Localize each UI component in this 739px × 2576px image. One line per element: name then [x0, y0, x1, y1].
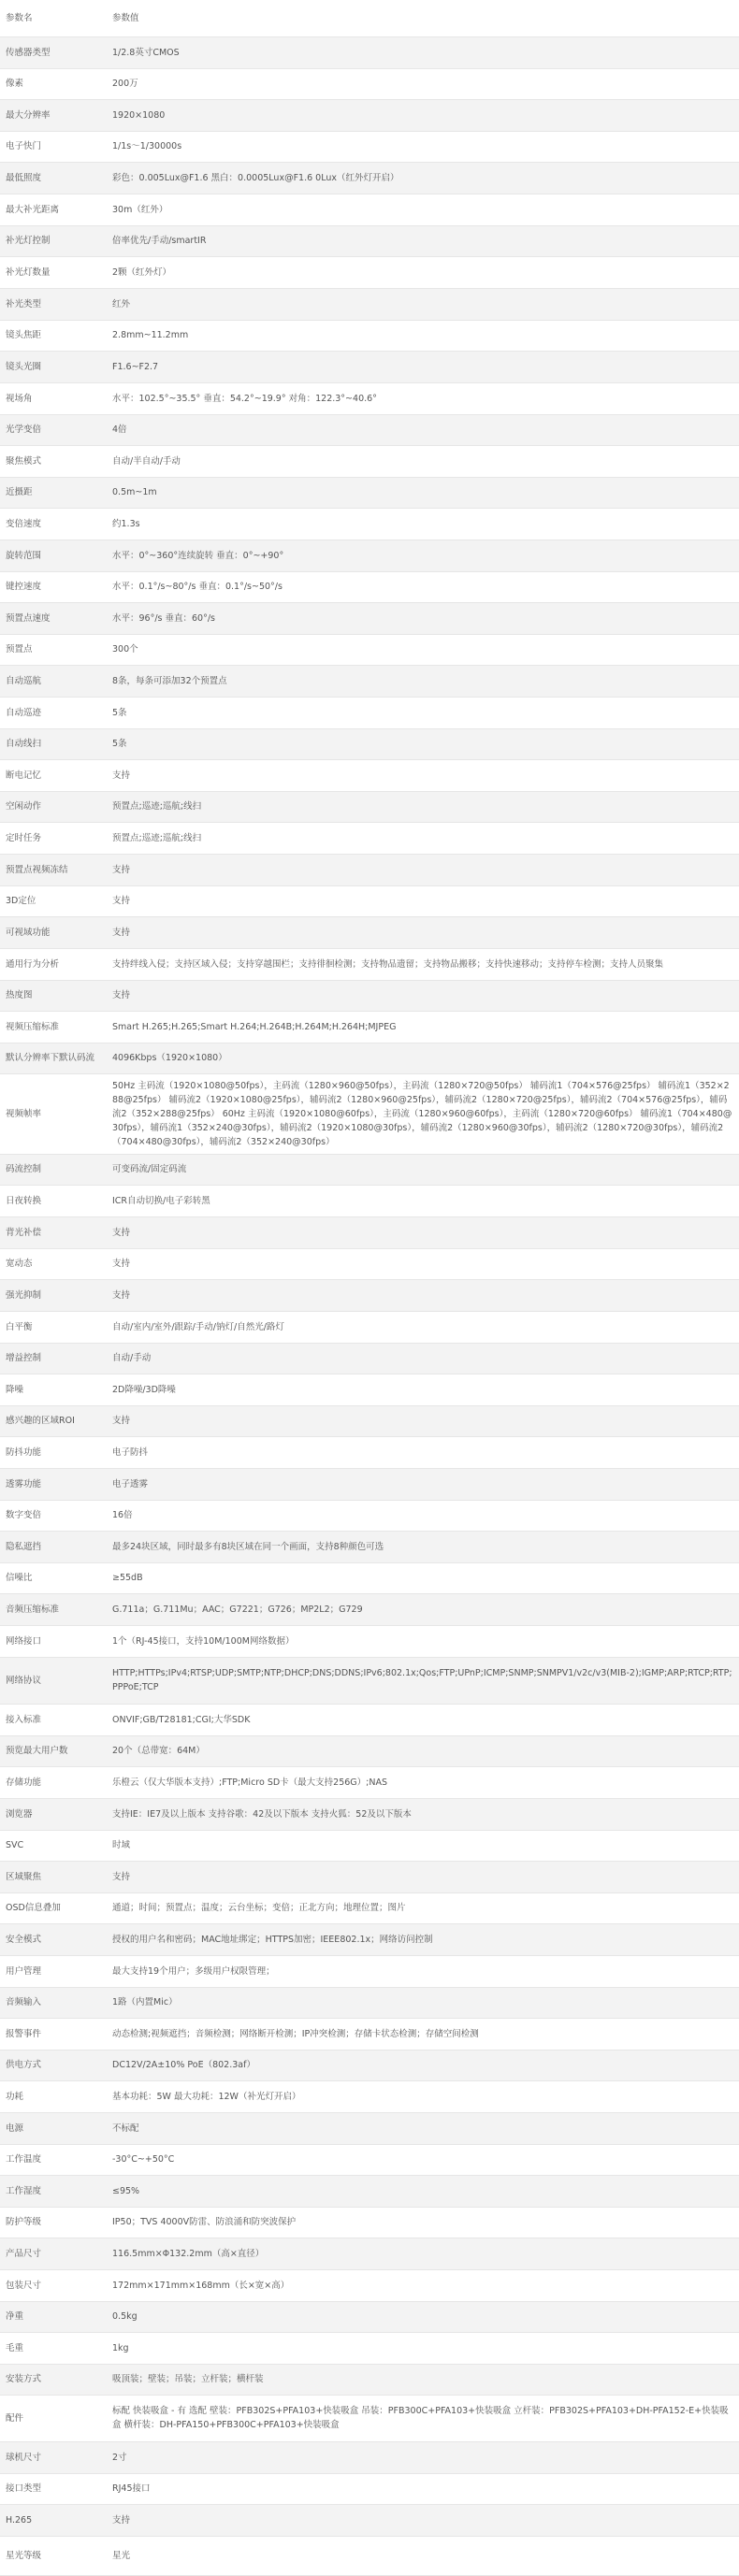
- spec-name-cell: 变倍速度: [0, 508, 107, 540]
- spec-name-cell: 可视域功能: [0, 916, 107, 948]
- spec-name-cell: 防护等级: [0, 2207, 107, 2238]
- spec-value-cell: 2寸: [107, 2441, 739, 2473]
- spec-name-cell: 视场角: [0, 382, 107, 414]
- spec-row: [0, 1766, 739, 1798]
- spec-name-cell: 网络协议: [0, 1657, 107, 1704]
- spec-value-cell: 支持: [107, 1279, 739, 1311]
- spec-value-cell: HTTP;HTTPs;IPv4;RTSP;UDP;SMTP;NTP;DHCP;DNS;DDNS;IPv6;802.1x;Qos;FTP;UPnP;ICMP;SNMP;SNMPV1/v2c/v3(MIB-2);IGMP;ARP;RTCP;RTP;PPPoE;TCP: [107, 1657, 739, 1704]
- spec-row: [0, 697, 739, 728]
- spec-row: [0, 2050, 739, 2080]
- spec-value-cell: 2.8mm~11.2mm: [107, 320, 739, 351]
- spec-name-cell: 接入标准: [0, 1704, 107, 1735]
- spec-value-cell: 吸顶装；壁装；吊装；立杆装；横杆装: [107, 2364, 739, 2395]
- spec-value-cell: 水平：0°~360°连续旋转 垂直：0°~+90°: [107, 540, 739, 571]
- spec-name-cell: 断电记忆: [0, 759, 107, 791]
- spec-name-cell: 补光灯数量: [0, 256, 107, 288]
- spec-value-cell: 172mm×171mm×168mm（长×宽×高）: [107, 2269, 739, 2301]
- spec-name-cell: 球机尺寸: [0, 2441, 107, 2473]
- spec-row: [0, 759, 739, 791]
- spec-name-cell: H.265: [0, 2504, 107, 2536]
- spec-name-cell: 白平衡: [0, 1311, 107, 1343]
- spec-value-cell: F1.6~F2.7: [107, 351, 739, 382]
- spec-name-cell: 星光等级: [0, 2536, 107, 2575]
- spec-name-cell: 用户管理: [0, 1955, 107, 1987]
- spec-name-cell: 预置点: [0, 634, 107, 665]
- spec-row: [0, 885, 739, 916]
- spec-name-cell: 降噪: [0, 1374, 107, 1405]
- spec-row: [0, 36, 739, 68]
- spec-name-cell: 空闲动作: [0, 791, 107, 822]
- spec-row: [0, 2080, 739, 2112]
- spec-row: [0, 1500, 739, 1531]
- spec-name-cell: 预览最大用户数: [0, 1735, 107, 1766]
- spec-value-cell: 标配 快装吸盒 - 有 选配 壁装：PFB302S+PFA103+快装吸盒 吊装：PFB300C+PFA103+快装吸盒 立杆装：PFB302S+PFA103+DH-PFA152-E+快装吸盒 横杆装：DH-PFA150+PFB300C+PFA103+快装吸盒: [107, 2395, 739, 2441]
- spec-row: [0, 2301, 739, 2332]
- spec-row: [0, 1704, 739, 1735]
- spec-value-cell: 4倍: [107, 414, 739, 445]
- spec-name-cell: 补光灯控制: [0, 225, 107, 256]
- spec-row: [0, 162, 739, 194]
- spec-row: [0, 1735, 739, 1766]
- spec-name-cell: 背光补偿: [0, 1216, 107, 1248]
- spec-row: [0, 2018, 739, 2050]
- spec-name-cell: 透雾功能: [0, 1468, 107, 1500]
- spec-name-cell: 预置点视频冻结: [0, 854, 107, 885]
- spec-value-cell: 倍率优先/手动/smartIR: [107, 225, 739, 256]
- spec-value-cell: 支持: [107, 916, 739, 948]
- spec-name-cell: 宽动态: [0, 1248, 107, 1279]
- spec-name-cell: 功耗: [0, 2080, 107, 2112]
- spec-name-cell: 电子快门: [0, 131, 107, 162]
- spec-name-cell: 热度图: [0, 980, 107, 1011]
- spec-row: [0, 1830, 739, 1861]
- spec-row: [0, 1405, 739, 1436]
- spec-value-cell: 可变码流/固定码流: [107, 1154, 739, 1185]
- spec-name-cell: 浏览器: [0, 1798, 107, 1830]
- spec-row: [0, 445, 739, 477]
- spec-row: [0, 1531, 739, 1562]
- spec-value-cell: -30°C~+50°C: [107, 2144, 739, 2175]
- spec-name-cell: 日夜转换: [0, 1185, 107, 1216]
- spec-name-cell: 隐私遮挡: [0, 1531, 107, 1562]
- spec-name-cell: 自动巡迹: [0, 697, 107, 728]
- spec-value-cell: 自动/半自动/手动: [107, 445, 739, 477]
- spec-row: [0, 1861, 739, 1892]
- spec-row: [0, 791, 739, 822]
- spec-value-cell: RJ45接口: [107, 2473, 739, 2504]
- spec-name-cell: 包装尺寸: [0, 2269, 107, 2301]
- spec-name-cell: 近摄距: [0, 477, 107, 508]
- spec-row: [0, 980, 739, 1011]
- spec-name-cell: 镜头光圈: [0, 351, 107, 382]
- spec-name-cell: 净重: [0, 2301, 107, 2332]
- spec-name-cell: 接口类型: [0, 2473, 107, 2504]
- spec-value-cell: 5条: [107, 697, 739, 728]
- spec-name-cell: 预置点速度: [0, 602, 107, 634]
- spec-value-cell: 基本功耗：5W 最大功耗：12W（补光灯开启）: [107, 2080, 739, 2112]
- spec-value-cell: 1/1s～1/30000s: [107, 131, 739, 162]
- spec-value-cell: 50Hz 主码流（1920×1080@50fps），主码流（1280×960@50fps），主码流（1280×720@50fps） 辅码流1（704×576@25fps） 辅码流1（352×288@25fps） 辅码流2（1920×1080@25fps），辅码流2（1280×960@25fps），辅码流2（1280×720@25fps），辅码流2（704×576@25fps），辅码流2（352×288@25fps） 60Hz 主码流（1920×1080@60fps），主码流（1280×960@60fps），主码流（1280×720@60fps） 辅码流1（704×480@30fps），辅码流1（352×240@30fps），辅码流2（1920×1080@30fps），辅码流2（1280×960@30fps），辅码流2（1280×720@30fps），辅码流2（704×480@30fps），辅码流2（352×240@30fps）: [107, 1073, 739, 1154]
- spec-row: [0, 1279, 739, 1311]
- spec-value-cell: 参数值: [107, 0, 739, 36]
- spec-row: [0, 131, 739, 162]
- spec-name-cell: 防抖功能: [0, 1436, 107, 1468]
- spec-value-cell: 1/2.8英寸CMOS: [107, 36, 739, 68]
- spec-row: [0, 1955, 739, 1987]
- spec-row: [0, 2504, 739, 2536]
- spec-value-cell: 水平：0.1°/s~80°/s 垂直：0.1°/s~50°/s: [107, 571, 739, 602]
- spec-value-cell: 支持绊线入侵；支持区域入侵；支持穿越围栏；支持徘徊检测；支持物品遗留；支持物品搬移；支持快速移动；支持停车检测；支持人员聚集: [107, 948, 739, 980]
- spec-row: [0, 2332, 739, 2364]
- spec-row: [0, 1593, 739, 1625]
- spec-row: [0, 665, 739, 697]
- spec-row: [0, 1987, 739, 2018]
- spec-row: [0, 1468, 739, 1500]
- spec-row: [0, 2112, 739, 2144]
- spec-name-cell: 聚焦模式: [0, 445, 107, 477]
- spec-value-cell: 最多24块区域，同时最多有8块区域在同一个画面，支持8种颜色可选: [107, 1531, 739, 1562]
- spec-value-cell: 1路（内置Mic）: [107, 1987, 739, 2018]
- spec-value-cell: 200万: [107, 68, 739, 99]
- spec-value-cell: 自动/室内/室外/跟踪/手动/钠灯/自然光/路灯: [107, 1311, 739, 1343]
- spec-row: [0, 1625, 739, 1657]
- spec-name-cell: 最低照度: [0, 162, 107, 194]
- spec-value-cell: ONVIF;GB/T28181;CGI;大华SDK: [107, 1704, 739, 1735]
- spec-name-cell: 网络接口: [0, 1625, 107, 1657]
- spec-value-cell: 授权的用户名和密码；MAC地址绑定；HTTPS加密；IEEE802.1x；网络访问控制: [107, 1923, 739, 1955]
- spec-name-cell: 配件: [0, 2395, 107, 2441]
- spec-value-cell: 4096Kbps（1920×1080）: [107, 1043, 739, 1073]
- spec-name-cell: 最大补光距离: [0, 194, 107, 225]
- spec-row: [0, 68, 739, 99]
- spec-row: [0, 854, 739, 885]
- spec-name-cell: 旋转范围: [0, 540, 107, 571]
- spec-name-cell: 光学变倍: [0, 414, 107, 445]
- spec-row: [0, 1562, 739, 1593]
- spec-name-cell: 工作温度: [0, 2144, 107, 2175]
- spec-name-cell: 音频输入: [0, 1987, 107, 2018]
- spec-row: [0, 948, 739, 980]
- spec-value-cell: ≥55dB: [107, 1562, 739, 1593]
- spec-row: [0, 2395, 739, 2441]
- spec-value-cell: 1kg: [107, 2332, 739, 2364]
- spec-row: [0, 1154, 739, 1185]
- spec-value-cell: 30m（红外）: [107, 194, 739, 225]
- spec-row: [0, 1923, 739, 1955]
- spec-row: [0, 822, 739, 854]
- spec-value-cell: 时域: [107, 1830, 739, 1861]
- spec-value-cell: 2颗（红外灯）: [107, 256, 739, 288]
- spec-name-cell: 视频帧率: [0, 1073, 107, 1154]
- spec-name-cell: 安装方式: [0, 2364, 107, 2395]
- spec-value-cell: 支持: [107, 980, 739, 1011]
- spec-row: [0, 1892, 739, 1923]
- spec-value-cell: 水平：96°/s 垂直：60°/s: [107, 602, 739, 634]
- spec-value-cell: 支持: [107, 759, 739, 791]
- spec-name-cell: 感兴趣的区域ROI: [0, 1405, 107, 1436]
- spec-name-cell: 参数名: [0, 0, 107, 36]
- spec-row: [0, 1185, 739, 1216]
- spec-value-cell: IP50；TVS 4000V防雷、防浪涌和防突波保护: [107, 2207, 739, 2238]
- spec-name-cell: 产品尺寸: [0, 2238, 107, 2269]
- spec-row: [0, 2473, 739, 2504]
- spec-value-cell: 红外: [107, 288, 739, 320]
- spec-value-cell: 支持IE：IE7及以上版本 支持谷歌：42及以下版本 支持火狐：52及以下版本: [107, 1798, 739, 1830]
- spec-value-cell: 0.5kg: [107, 2301, 739, 2332]
- spec-row: [0, 99, 739, 131]
- spec-name-cell: 存储功能: [0, 1766, 107, 1798]
- spec-row: [0, 540, 739, 571]
- spec-value-cell: 约1.3s: [107, 508, 739, 540]
- spec-row: [0, 1436, 739, 1468]
- spec-row: [0, 256, 739, 288]
- spec-row: [0, 0, 739, 36]
- spec-value-cell: 0.5m~1m: [107, 477, 739, 508]
- spec-name-cell: 补光类型: [0, 288, 107, 320]
- spec-value-cell: 动态检测;视频遮挡；音频检测；网络断开检测；IP冲突检测；存储卡状态检测；存储空间检测: [107, 2018, 739, 2050]
- spec-row: [0, 571, 739, 602]
- spec-name-cell: 增益控制: [0, 1343, 107, 1374]
- spec-value-cell: 116.5mm×Φ132.2mm（高×直径）: [107, 2238, 739, 2269]
- spec-value-cell: 最大支持19个用户；多级用户权限管理；: [107, 1955, 739, 1987]
- spec-row: [0, 2144, 739, 2175]
- spec-row: [0, 2364, 739, 2395]
- spec-value-cell: ICR自动切换/电子彩转黑: [107, 1185, 739, 1216]
- spec-row: [0, 2238, 739, 2269]
- spec-value-cell: 1个（RJ-45接口，支持10M/100M网络数据）: [107, 1625, 739, 1657]
- spec-name-cell: 电源: [0, 2112, 107, 2144]
- spec-name-cell: 定时任务: [0, 822, 107, 854]
- spec-name-cell: SVC: [0, 1830, 107, 1861]
- spec-name-cell: 毛重: [0, 2332, 107, 2364]
- spec-row: [0, 1216, 739, 1248]
- spec-name-cell: 视频压缩标准: [0, 1011, 107, 1043]
- spec-value-cell: 2D降噪/3D降噪: [107, 1374, 739, 1405]
- spec-name-cell: 键控速度: [0, 571, 107, 602]
- spec-value-cell: 支持: [107, 1861, 739, 1892]
- spec-row: [0, 382, 739, 414]
- spec-value-cell: 通道；时间；预置点；温度；云台坐标；变倍；正北方向；地理位置；图片: [107, 1892, 739, 1923]
- spec-row: [0, 194, 739, 225]
- spec-name-cell: 通用行为分析: [0, 948, 107, 980]
- spec-name-cell: 码流控制: [0, 1154, 107, 1185]
- spec-value-cell: 电子防抖: [107, 1436, 739, 1468]
- spec-value-cell: 16倍: [107, 1500, 739, 1531]
- spec-row: [0, 602, 739, 634]
- spec-row: [0, 225, 739, 256]
- spec-value-cell: 支持: [107, 1248, 739, 1279]
- spec-row: [0, 1798, 739, 1830]
- spec-name-cell: 镜头焦距: [0, 320, 107, 351]
- spec-name-cell: 最大分辨率: [0, 99, 107, 131]
- spec-name-cell: 3D定位: [0, 885, 107, 916]
- spec-row: [0, 1043, 739, 1073]
- spec-name-cell: 像素: [0, 68, 107, 99]
- spec-name-cell: 信噪比: [0, 1562, 107, 1593]
- spec-name-cell: 供电方式: [0, 2050, 107, 2080]
- spec-name-cell: 工作湿度: [0, 2175, 107, 2207]
- spec-row: [0, 2269, 739, 2301]
- spec-value-cell: 彩色：0.005Lux@F1.6 黑白：0.0005Lux@F1.6 0Lux（红外灯开启）: [107, 162, 739, 194]
- spec-row: [0, 477, 739, 508]
- spec-row: [0, 508, 739, 540]
- spec-name-cell: 区域聚焦: [0, 1861, 107, 1892]
- spec-value-cell: 支持: [107, 854, 739, 885]
- spec-row: [0, 1311, 739, 1343]
- spec-name-cell: OSD信息叠加: [0, 1892, 107, 1923]
- spec-row: [0, 1011, 739, 1043]
- spec-row: [0, 728, 739, 759]
- spec-row: [0, 1657, 739, 1704]
- spec-value-cell: 自动/手动: [107, 1343, 739, 1374]
- spec-row: [0, 2175, 739, 2207]
- spec-row: [0, 351, 739, 382]
- spec-value-cell: 电子透雾: [107, 1468, 739, 1500]
- spec-value-cell: 预置点;巡迹;巡航;线扫: [107, 791, 739, 822]
- spec-row: [0, 1073, 739, 1154]
- spec-value-cell: 支持: [107, 885, 739, 916]
- spec-value-cell: 5条: [107, 728, 739, 759]
- spec-value-cell: 1920×1080: [107, 99, 739, 131]
- spec-name-cell: 默认分辨率下默认码流: [0, 1043, 107, 1073]
- spec-row: [0, 320, 739, 351]
- spec-value-cell: G.711a；G.711Mu；AAC；G7221；G726；MP2L2；G729: [107, 1593, 739, 1625]
- spec-row: [0, 1248, 739, 1279]
- spec-row: [0, 634, 739, 665]
- spec-row: [0, 288, 739, 320]
- spec-value-cell: 8条，每条可添加32个预置点: [107, 665, 739, 697]
- spec-name-cell: 安全模式: [0, 1923, 107, 1955]
- spec-name-cell: 强光抑制: [0, 1279, 107, 1311]
- spec-value-cell: Smart H.265;H.265;Smart H.264;H.264B;H.264M;H.264H;MJPEG: [107, 1011, 739, 1043]
- spec-value-cell: 支持: [107, 1216, 739, 1248]
- spec-row: [0, 916, 739, 948]
- spec-row: [0, 1374, 739, 1405]
- spec-row: [0, 2536, 739, 2575]
- spec-row: [0, 2207, 739, 2238]
- spec-value-cell: 乐橙云（仅大华版本支持）;FTP;Micro SD卡（最大支持256G）;NAS: [107, 1766, 739, 1798]
- spec-row: [0, 2441, 739, 2473]
- spec-value-cell: 水平：102.5°~35.5° 垂直：54.2°~19.9° 对角：122.3°~40.6°: [107, 382, 739, 414]
- spec-value-cell: 支持: [107, 1405, 739, 1436]
- spec-value-cell: 预置点;巡迹;巡航;线扫: [107, 822, 739, 854]
- spec-value-cell: ≤95%: [107, 2175, 739, 2207]
- spec-name-cell: 音频压缩标准: [0, 1593, 107, 1625]
- spec-name-cell: 数字变倍: [0, 1500, 107, 1531]
- spec-value-cell: DC12V/2A±10% PoE（802.3af）: [107, 2050, 739, 2080]
- spec-name-cell: 自动巡航: [0, 665, 107, 697]
- spec-row: [0, 1343, 739, 1374]
- spec-value-cell: 支持: [107, 2504, 739, 2536]
- spec-row: [0, 414, 739, 445]
- spec-name-cell: 报警事件: [0, 2018, 107, 2050]
- spec-value-cell: 不标配: [107, 2112, 739, 2144]
- spec-value-cell: 300个: [107, 634, 739, 665]
- spec-name-cell: 自动线扫: [0, 728, 107, 759]
- spec-name-cell: 传感器类型: [0, 36, 107, 68]
- spec-value-cell: 星光: [107, 2536, 739, 2575]
- spec-value-cell: 20个（总带宽：64M）: [107, 1735, 739, 1766]
